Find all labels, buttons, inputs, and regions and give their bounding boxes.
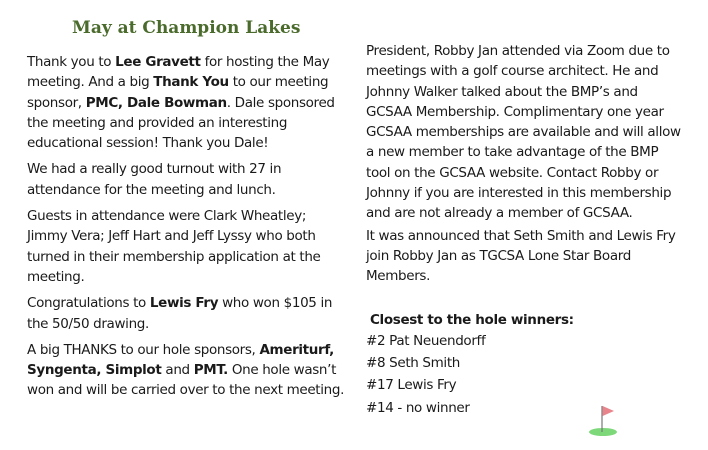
- drawing-paragraph: Congratulations to Lewis Fry who won $105 in the 50/50 drawing.: [27, 295, 333, 332]
- drawing-winner: Lewis Fry: [149, 295, 219, 312]
- page-title: May at Champion Lakes: [72, 18, 301, 38]
- sponsor-name: PMC, Dale Bowman: [85, 94, 227, 111]
- golf-flag-icon: [588, 404, 618, 436]
- hole-sponsors-paragraph: A big THANKS to our hole sponsors, Ameriturf, Syngenta, Simplot and PMT. One hole wasn’t won and will be carried over to the next meeting.: [27, 341, 345, 399]
- turnout-paragraph: We had a really good turnout with 27 in attendance for the meeting and lunch.: [27, 161, 282, 198]
- hole-sponsor-pmt: PMT.: [193, 362, 228, 379]
- president-paragraph: President, Robby Jan attended via Zoom due to meetings with a golf course architect. He and Johnny Walker talked about the BMP’s and GCSAA Membership. Complimentary one year GCSAA memberships are available and will allow a new member to take advantage of the BMP tool on the GCSAA website. Contact Robby or Johnny if you are interested in this membership and are not already a member of GCSAA.: [366, 43, 681, 222]
- putting-green: [589, 428, 617, 436]
- guests-paragraph: Guests in attendance were Clark Wheatley; Jimmy Vera; Jeff Hart and Jeff Lyssy who both turned in their membership application at the meeting.: [27, 208, 321, 285]
- winners-heading: Closest to the hole winners:: [370, 311, 574, 328]
- winner-item: #8 Seth Smith: [366, 355, 460, 372]
- winner-item: #2 Pat Neuendorff: [366, 332, 486, 349]
- winner-item: #14 - no winner: [366, 399, 470, 416]
- thank-you-emphasis: Thank You: [153, 74, 229, 91]
- board-announcement: It was announced that Seth Smith and Lewis Fry join Robby Jan as TGCSA Lone Star Board Members.: [366, 227, 676, 285]
- right-column: [366, 41, 686, 419]
- left-column: [27, 52, 347, 401]
- hole-sponsors: Ameriturf, Syngenta, Simplot: [27, 341, 334, 379]
- thanks-paragraph: Thank you to Lee Gravett for hosting the May meeting. And a big Thank You to our meeting sponsor, PMC, Dale Bowman. Dale sponsored the meeting and provided an interesting educational session! Thank you Dale!: [27, 54, 335, 152]
- flag-pennant: [603, 406, 614, 416]
- winner-item: #17 Lewis Fry: [366, 377, 457, 394]
- host-name: Lee Gravett: [115, 54, 201, 70]
